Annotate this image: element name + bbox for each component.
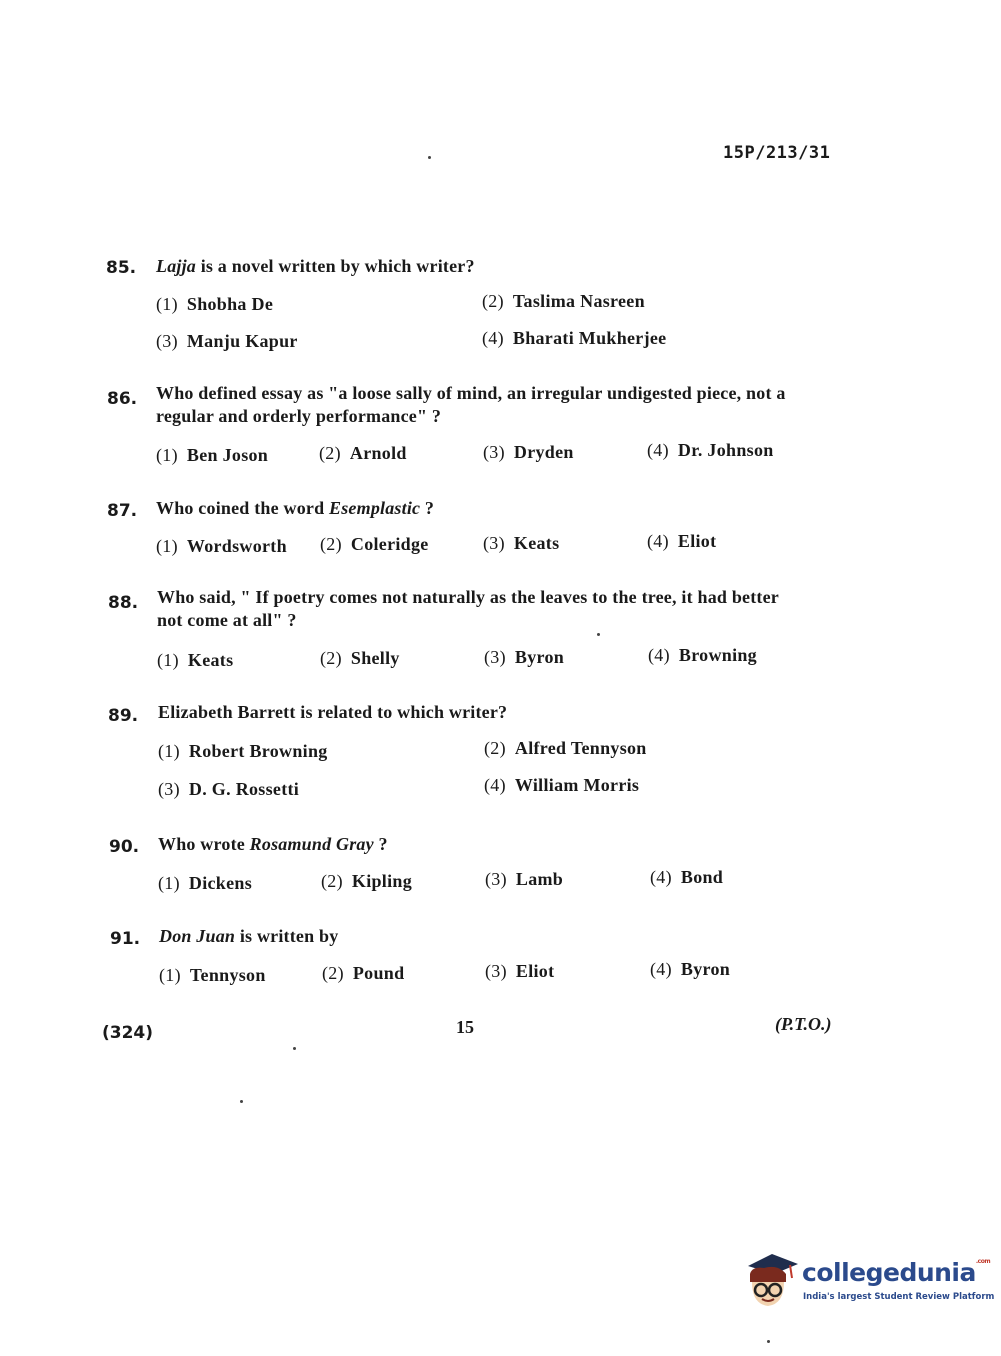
option[interactable] xyxy=(483,442,574,463)
option[interactable] xyxy=(159,965,266,986)
option-label: Pound xyxy=(352,963,405,983)
option[interactable] xyxy=(485,961,554,982)
collegedunia-logo xyxy=(742,1252,995,1314)
option-label: Shobha De xyxy=(186,294,274,314)
option-number: (4) xyxy=(650,867,672,887)
option-label: Dr. Johnson xyxy=(677,440,774,460)
option-label: Tennyson xyxy=(189,965,266,985)
question-number: 86. xyxy=(107,389,138,409)
option-number: (3) xyxy=(156,331,178,351)
option[interactable] xyxy=(650,867,723,888)
option-number: (4) xyxy=(648,645,670,665)
option[interactable] xyxy=(158,779,299,800)
question-text-body: is a novel written by which writer? xyxy=(196,256,475,276)
option[interactable] xyxy=(483,533,559,554)
question-text xyxy=(157,586,779,632)
question-text xyxy=(159,925,338,948)
book-title: Rosamund Gray xyxy=(249,834,374,854)
option-number: (1) xyxy=(156,294,178,314)
option-number: (3) xyxy=(484,647,506,667)
option-number: (2) xyxy=(484,738,506,758)
question-number: 87. xyxy=(107,501,138,521)
option-label: Byron xyxy=(680,959,731,979)
option-label: Browning xyxy=(678,645,757,665)
option-label: Alfred Tennyson xyxy=(514,738,647,758)
paper-code: 15P/213/31 xyxy=(723,143,831,163)
logo-com: .com xyxy=(975,1258,991,1265)
option-label: Taslima Nasreen xyxy=(512,291,645,311)
option-label: Bond xyxy=(680,867,724,887)
option-number: (1) xyxy=(156,536,178,556)
logo-brand-text: collegedunia xyxy=(802,1258,976,1287)
option[interactable] xyxy=(484,775,639,796)
option-label: Lamb xyxy=(515,869,564,889)
option-label: Arnold xyxy=(349,443,407,463)
option-number: (3) xyxy=(485,961,507,981)
option-number: (2) xyxy=(319,443,341,463)
option-label: Dryden xyxy=(513,442,574,462)
option-number: (3) xyxy=(483,533,505,553)
question-number: 85. xyxy=(106,258,137,278)
option-label: Bharati Mukherjee xyxy=(512,328,667,348)
question-text-end: ? xyxy=(373,834,388,854)
question-text xyxy=(156,497,434,520)
option[interactable] xyxy=(156,445,268,466)
option[interactable] xyxy=(321,871,412,892)
option[interactable] xyxy=(484,647,564,668)
option[interactable] xyxy=(484,738,647,759)
option[interactable] xyxy=(650,959,730,980)
option-number: (2) xyxy=(320,534,342,554)
question-number: 91. xyxy=(110,929,141,949)
option-label: Dickens xyxy=(188,873,252,893)
option[interactable] xyxy=(320,648,400,669)
option[interactable] xyxy=(319,443,407,464)
option-label: Manju Kapur xyxy=(186,331,298,351)
option[interactable] xyxy=(156,536,287,557)
option-number: (3) xyxy=(485,869,507,889)
book-title: Lajja xyxy=(156,256,196,276)
scan-speck xyxy=(240,1100,243,1103)
term: Esemplastic xyxy=(329,498,421,518)
option[interactable] xyxy=(482,291,645,312)
mascot-icon xyxy=(742,1252,800,1312)
option-number: (2) xyxy=(321,871,343,891)
option-number: (2) xyxy=(322,963,344,983)
logo-tagline: India's largest Student Review Platform xyxy=(803,1292,995,1302)
question-text xyxy=(158,833,388,856)
question-text: Elizabeth Barrett is related to which writer? xyxy=(158,702,508,722)
footer-code: (324) xyxy=(102,1023,154,1043)
question-number: 90. xyxy=(109,837,140,857)
option[interactable] xyxy=(485,869,563,890)
option[interactable] xyxy=(156,331,298,352)
question-number: 89. xyxy=(108,706,139,726)
option-label: William Morris xyxy=(514,775,640,795)
question-text xyxy=(156,382,786,428)
option-label: Keats xyxy=(513,533,560,553)
option-label: Eliot xyxy=(677,531,717,551)
question-text-body: is written by xyxy=(235,926,339,946)
question-line: Who defined essay as "a loose sally of mind, an irregular undigested piece, not a xyxy=(156,383,786,403)
option-label: Byron xyxy=(514,647,565,667)
scan-speck xyxy=(293,1047,296,1050)
book-title: Don Juan xyxy=(159,926,236,946)
option-label: Shelly xyxy=(350,648,400,668)
option[interactable] xyxy=(158,873,252,894)
option[interactable] xyxy=(320,534,429,555)
option[interactable] xyxy=(647,440,774,461)
question-number: 88. xyxy=(108,593,139,613)
option-number: (2) xyxy=(482,291,504,311)
question-text-body: Who coined the word xyxy=(156,498,330,518)
option-number: (1) xyxy=(158,741,180,761)
scan-speck xyxy=(767,1340,770,1343)
option-number: (1) xyxy=(156,445,178,465)
option-number: (1) xyxy=(157,650,179,670)
option-number: (4) xyxy=(484,775,506,795)
option-number: (2) xyxy=(320,648,342,668)
question-line: Who said, " If poetry comes not naturally as the leaves to the tree, it had better xyxy=(157,587,779,607)
question-line: not come at all" ? xyxy=(157,610,297,630)
option[interactable] xyxy=(647,531,716,552)
question-text xyxy=(156,255,475,278)
page-number: 15 xyxy=(456,1017,474,1037)
option-label: Eliot xyxy=(515,961,555,981)
option-number: (4) xyxy=(647,531,669,551)
option-label: D. G. Rossetti xyxy=(188,779,300,799)
option[interactable] xyxy=(156,294,273,315)
option-label: Robert Browning xyxy=(188,741,328,761)
option[interactable] xyxy=(157,650,233,671)
option[interactable] xyxy=(482,328,666,349)
option-number: (4) xyxy=(650,959,672,979)
option-number: (3) xyxy=(158,779,180,799)
option-label: Kipling xyxy=(351,871,413,891)
option-number: (3) xyxy=(483,442,505,462)
question-text-body: Who wrote xyxy=(158,834,250,854)
scan-speck xyxy=(428,156,431,159)
option-number: (1) xyxy=(158,873,180,893)
pto-label: (P.T.O.) xyxy=(775,1014,832,1034)
option-number: (4) xyxy=(482,328,504,348)
option-label: Wordsworth xyxy=(186,536,287,556)
question-line: regular and orderly performance" ? xyxy=(156,406,442,426)
option-number: (1) xyxy=(159,965,181,985)
option-label: Keats xyxy=(187,650,234,670)
option[interactable] xyxy=(648,645,757,666)
option[interactable] xyxy=(158,741,328,762)
option-number: (4) xyxy=(647,440,669,460)
logo-wordmark xyxy=(802,1258,990,1287)
question-text-end: ? xyxy=(420,498,435,518)
option[interactable] xyxy=(322,963,404,984)
option-label: Coleridge xyxy=(350,534,429,554)
option-label: Ben Joson xyxy=(186,445,269,465)
scan-speck xyxy=(597,633,600,636)
